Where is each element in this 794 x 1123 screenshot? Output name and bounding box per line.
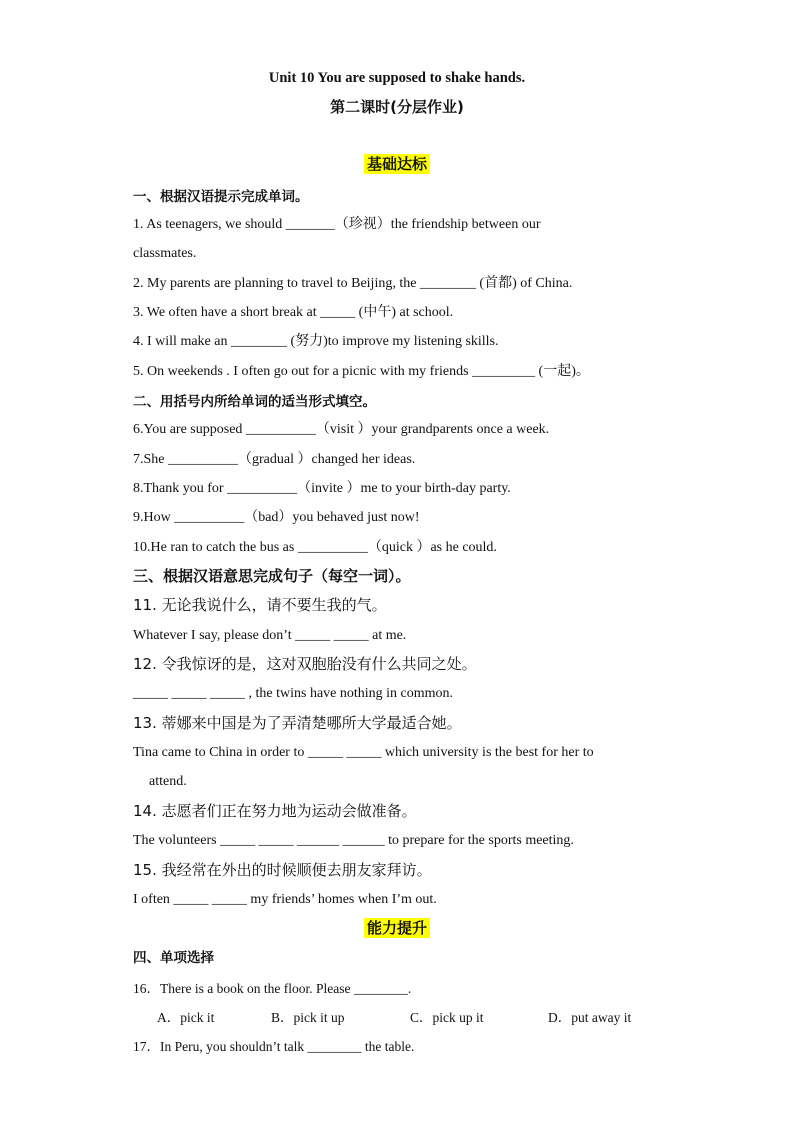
worksheet-subtitle: 第二课时(分层作业) [330,98,464,116]
question-17: 17．In Peru, you shouldn’t talk ________ the table. [133,1039,415,1054]
question-16: 16．There is a book on the floor. Please ________. [133,981,412,996]
section-basic-banner [0,154,794,175]
section-advanced-banner [0,918,794,939]
part2-heading: 二、用括号内所给单词的适当形式填空。 [133,394,376,410]
part2-line: 6.You are supposed __________（visit ）your grandparents once a week. [133,422,550,437]
part3-chinese-prompt: 14. 志愿者们正在努力地为运动会做准备。 [133,802,417,820]
part1-heading: 一、根据汉语提示完成单词。 [133,189,309,205]
section-advanced-label: 能力提升 [364,918,430,938]
part3-english-line-continued: attend. [149,774,187,789]
part4-heading: 四、单项选择 [133,950,214,966]
part3-chinese-prompt: 12. 令我惊讶的是，这对双胞胎没有什么共同之处。 [133,655,477,673]
section-basic-label: 基础达标 [364,154,430,174]
part3-english-line: Tina came to China in order to _____ _____ which university is the best for her to [133,745,594,760]
part3-english-line: Whatever I say, please don’t _____ _____ at me. [133,628,407,643]
q16-option-a[interactable]: A．pick it [157,1010,215,1025]
part1-line: 5. On weekends . I often go out for a picnic with my friends _________ (一起)。 [133,364,590,379]
part1-line: 1. As teenagers, we should _______（珍视）the friendship between our [133,217,541,232]
part1-line: classmates. [133,246,197,261]
part3-english-line: I often _____ _____ my friends’ homes when I’m out. [133,892,437,907]
part3-english-line: _____ _____ _____ , the twins have nothing in common. [133,686,454,701]
q16-option-c[interactable]: C．pick up it [410,1010,484,1025]
part3-heading: 三、根据汉语意思完成句子（每空一词）。 [133,567,411,585]
part1-line: 2. My parents are planning to travel to Beijing, the ________ (首都) of China. [133,276,573,291]
part2-line: 10.He ran to catch the bus as __________（quick ）as he could. [133,540,497,555]
part1-line: 3. We often have a short break at _____ (中午) at school. [133,305,454,320]
q16-option-b[interactable]: B．pick it up [271,1010,345,1025]
part3-chinese-prompt: 13. 蒂娜来中国是为了弄清楚哪所大学最适合她。 [133,714,462,732]
worksheet-title: Unit 10 You are supposed to shake hands. [268,70,526,86]
part1-line: 4. I will make an ________ (努力)to improve my listening skills. [133,334,499,349]
part2-line: 8.Thank you for __________（invite ）me to your birth-day party. [133,481,511,496]
part3-chinese-prompt: 11. 无论我说什么，请不要生我的气。 [133,596,387,614]
part2-line: 9.How __________（bad）you behaved just now! [133,510,420,525]
q16-option-d[interactable]: D．put away it [548,1010,632,1025]
part3-english-line: The volunteers _____ _____ ______ ______ to prepare for the sports meeting. [133,833,574,848]
part2-line: 7.She __________（gradual ）changed her ideas. [133,452,416,467]
part3-chinese-prompt: 15. 我经常在外出的时候顺便去朋友家拜访。 [133,861,432,879]
